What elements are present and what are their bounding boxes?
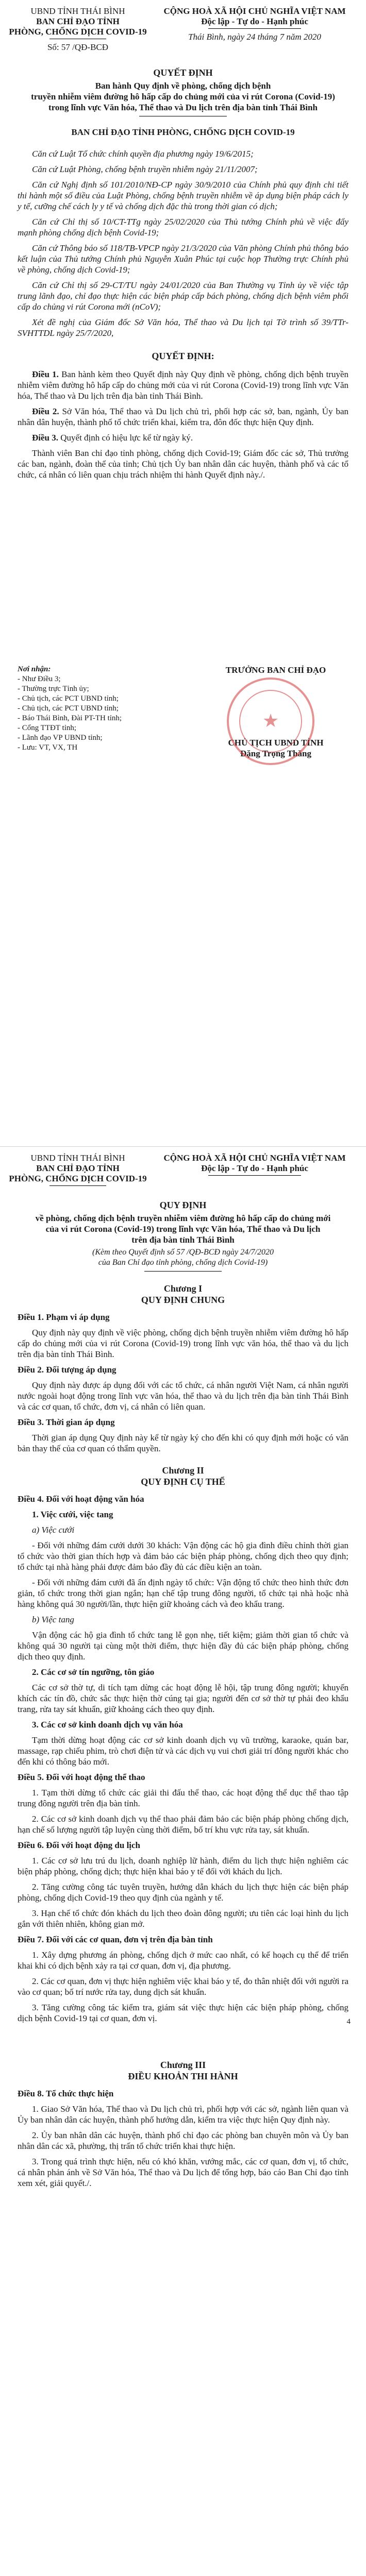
agency-parent: UBND TỈNH THÁI BÌNH — [30, 1153, 125, 1163]
article-heading: Điều 8. Tổ chức thực hiện — [18, 2089, 114, 2098]
article-text: Quyết định có hiệu lực kể từ ngày ký. — [60, 433, 193, 443]
recipient: - Lãnh đạo VP UBND tỉnh; — [18, 734, 103, 742]
recipient: - Thường trực Tỉnh ủy; — [18, 685, 89, 693]
clause-text: 3. Tăng cường công tác kiểm tra, giám sát việc thực hiện các biện pháp phòng, chống dịch bệnh Covid-19 tại cơ quan, đơn vị. — [18, 2003, 348, 2023]
decides-heading: QUYẾT ĐỊNH: — [152, 351, 214, 361]
chapter-2-name: QUY ĐỊNH CỤ THỂ — [141, 1477, 225, 1487]
chapter-3-content — [0, 2088, 366, 2189]
signer-name: Đặng Trọng Thăng — [240, 749, 311, 758]
article-heading: Điều 1. Phạm vi áp dụng — [18, 1312, 110, 1322]
article-text: Thành viên Ban chỉ đạo tỉnh phòng, chống dịch Covid-19; Giám đốc các sở, Thủ trưởng các ban, ngành, đoàn thể của tỉnh; Chủ tịch Ủy ban nhân dân các huyện, thành phố và các tổ chức, cá nhân có liên quan chịu trách nhiệm thi hành Quyết định này./. — [18, 448, 348, 480]
agency-name-2: PHÒNG, CHỐNG DỊCH COVID-19 — [9, 1174, 147, 1183]
article — [18, 406, 348, 428]
article-heading: Điều 4. Đối với hoạt động văn hóa — [18, 1494, 144, 1504]
article-label: Điều 3. — [32, 433, 58, 443]
document-title: QUYẾT ĐỊNH — [153, 67, 213, 78]
clause-text: 2. Tăng cường công tác tuyên truyền, hướng dẫn khách du lịch thực hiện các biện pháp phòng, chống dịch Covid-19 theo quy định của ngành y tế. — [18, 1882, 348, 1903]
regulation-title: QUY ĐỊNH — [159, 1200, 207, 1210]
national-motto-block — [152, 6, 358, 53]
chapter-1-name: QUY ĐỊNH CHUNG — [141, 1295, 225, 1305]
motto: Độc lập - Tự do - Hạnh phúc — [201, 1163, 308, 1173]
article-label: Điều 1. — [32, 369, 59, 379]
place-date: Thái Bình, ngày 24 tháng 7 năm 2020 — [188, 32, 321, 42]
clause-heading: 1. Việc cưới, việc tang — [32, 1510, 113, 1519]
subtitle-line: Ban hành Quy định về phòng, chống dịch bệnh — [95, 81, 271, 91]
article-text: Quy định này quy định về việc phòng, chống dịch bệnh truyền nhiễm viêm đường hô hấp cấp do chủng mới của vi rút Corona (Covid-19) trong lĩnh vực văn hóa, thể thao và du lịch trên địa bàn tỉnh Thái Bình. — [18, 1328, 348, 1359]
legal-basis: Căn cứ Chỉ thị số 29-CT/TU ngày 24/01/2020 của Ban Thường vụ Tỉnh ủy về việc tập trung lãnh đạo, chỉ đạo thực hiện các biện pháp cấp bách phòng, chống dịch bệnh viêm phổi cấp do chủng vi rút Corona mới (nCoV); — [18, 280, 348, 312]
signer-role: CHỦ TỊCH UBND TỈNH — [228, 738, 324, 748]
clause-text: 3. Trong quá trình thực hiện, nếu có khó khăn, vướng mắc, các cơ quan, đơn vị, tổ chức, cá nhân phản ánh về Sở Văn hóa, Thể thao và Du lịch để tổng hợp, báo cáo Ban Chỉ đạo tỉnh xem xét, giải quyết./. — [18, 2157, 348, 2188]
document-header — [0, 1147, 366, 1186]
agency-name: BAN CHỈ ĐẠO TỈNH — [36, 1163, 120, 1173]
point-heading: b) Việc tang — [32, 1615, 74, 1624]
attached-note — [0, 1247, 366, 1268]
attached-line: (Kèm theo Quyết định số 57 /QĐ-BCĐ ngày 24/7/2020 — [92, 1248, 274, 1257]
agency-name: BAN CHỈ ĐẠO TỈNH — [36, 16, 120, 26]
divider — [49, 1185, 106, 1186]
recipients-title: Nơi nhận: — [18, 665, 51, 673]
clause-heading: 2. Các cơ sở tín ngưỡng, tôn giáo — [32, 1667, 155, 1677]
nation-title: CỘNG HOÀ XÃ HỘI CHỦ NGHĨA VIỆT NAM — [163, 1153, 346, 1163]
legal-basis: Xét đề nghị của Giám đốc Sở Văn hóa, Thể thao và Du lịch tại Tờ trình số 39/TTr-SVHTTDL ngày 25/7/2020, — [18, 317, 348, 338]
clause-heading: 3. Các cơ sở kinh doanh dịch vụ văn hóa — [32, 1720, 183, 1730]
attached-line: của Ban Chỉ đạo tỉnh phòng, chống dịch Covid-19) — [98, 1258, 268, 1267]
article-heading: Điều 5. Đối với hoạt động thể thao — [18, 1772, 145, 1782]
subtitle-line: của vi rút Corona (Covid-19) trong lĩnh vực Văn hóa, Thể thao và Du lịch — [45, 1224, 321, 1234]
point-heading: a) Việc cưới — [32, 1525, 75, 1535]
issuing-agency-block — [8, 1153, 147, 1186]
article-text: Quy định này được áp dụng đối với các tổ chức, cá nhân người Việt Nam, cá nhân người nước ngoài hoạt động trong lĩnh vực văn hóa, thể thao và du lịch trên địa bàn tỉnh Thái Bình và các cơ quan, tổ chức, đơn vị, cá nhân có liên quan. — [18, 1380, 348, 1412]
document-number: Số: 57 /QĐ-BCĐ — [47, 42, 109, 52]
article-text: Ban hành kèm theo Quyết định này Quy định về phòng, chống dịch bệnh truyền nhiễm viêm đường hô hấp cấp do chủng mới của vi rút Corona (Covid-19) trong lĩnh vực Văn hóa, Thể thao và Du lịch trên địa bàn tỉnh Thái Bình. — [18, 369, 349, 401]
article-heading: Điều 7. Đối với các cơ quan, đơn vị trên địa bàn tỉnh — [18, 1935, 213, 1944]
clause-text: - Đối với những đám cưới đã ấn định ngày tổ chức: Vận động tổ chức theo hình thức đơn giản, tổ chức trong thời gian ngắn; hạn chế tập trung đông người, tổ chức tại nhà hoặc nhà hàng không quá 30 người/lần, thực hiện giữ khoảng cách và đeo khẩu trang. — [18, 1578, 348, 1609]
subtitle-line: trong lĩnh vực Văn hóa, Thể thao và Du lịch trên địa bàn tỉnh Thái Bình — [48, 103, 318, 112]
chapter-2: Chương II — [162, 1465, 204, 1476]
article-heading: Điều 6. Đối với hoạt động du lịch — [18, 1840, 141, 1850]
page-2 — [0, 1146, 366, 2576]
nation-title: CỘNG HOÀ XÃ HỘI CHỦ NGHĨA VIỆT NAM — [163, 6, 346, 16]
clause-text: Vận động các hộ gia đình tổ chức tang lễ gọn nhẹ, tiết kiệm; giảm thời gian tổ chức và không quá 30 người tại cùng một thời điểm, thực hiện đầy đủ các biện pháp phòng, chống dịch theo quy định. — [18, 1630, 348, 1662]
clause-text: 1. Xây dựng phương án phòng, chống dịch ở mức cao nhất, có kế hoạch cụ thể để triển khai khi có dịch bệnh xảy ra tại cơ quan, đơn vị, địa phương. — [18, 1950, 348, 1971]
article — [18, 432, 348, 443]
recipient: - Chủ tịch, các PCT UBND tỉnh; — [18, 694, 119, 703]
clause-text: 1. Tạm thời dừng tổ chức các giải thi đấu thể thao, các hoạt động thể dục thể thao tập trung đông người trên địa bàn tỉnh. — [18, 1788, 348, 1808]
recipient: - Báo Thái Bình, Đài PT-TH tỉnh; — [18, 714, 122, 722]
recipient: - Chủ tịch, các PCT UBND tỉnh; — [18, 704, 119, 713]
recipient: - Cổng TTĐT tỉnh; — [18, 724, 77, 732]
articles — [0, 369, 366, 480]
issuing-agency-block — [8, 6, 147, 53]
national-motto-block — [152, 1153, 358, 1186]
divider — [208, 28, 301, 29]
clause-text: Tạm thời dừng hoạt động các cơ sở kinh doanh dịch vụ vũ trường, karaoke, quán bar, massage, rạp chiếu phim, trò chơi điện tử và các dịch vụ vui chơi giải trí đông người khác cho đến khi có thông báo mới. — [18, 1735, 348, 1767]
clause-text: Các cơ sở thờ tự, di tích tạm dừng các hoạt động lễ hội, tập trung đông người; khuyến khích các tín đồ, chức sắc thực hiện thờ cúng tại gia; người đến cơ sở thờ tự phải đeo khẩu trang, rửa tay sát khuẩn, giữ khoảng cách theo quy định. — [18, 1683, 348, 1714]
clause-text: 2. Các cơ quan, đơn vị thực hiện nghiêm việc khai báo y tế, đo thân nhiệt đối với người ra vào cơ quan; bố trí nước rửa tay, dung dịch sát khuẩn. — [18, 1976, 348, 1997]
issuer-title: BAN CHỈ ĐẠO TỈNH PHÒNG, CHỐNG DỊCH COVID-19 — [71, 127, 295, 137]
article — [18, 369, 348, 401]
article-text: Thời gian áp dụng Quy định này kể từ ngày ký cho đến khi có quy định mới hoặc có văn bản thay thế của cơ quan có thẩm quyền. — [18, 1433, 348, 1453]
subtitle-line: về phòng, chống dịch bệnh truyền nhiễm viêm đường hô hấp cấp do chủng mới — [35, 1213, 331, 1223]
regulation-subtitle — [0, 1213, 366, 1245]
article-heading: Điều 3. Thời gian áp dụng — [18, 1417, 115, 1427]
recipients-block — [18, 665, 122, 753]
star-icon: ★ — [262, 710, 279, 731]
agency-name-2: PHÒNG, CHỐNG DỊCH COVID-19 — [9, 27, 147, 37]
article — [18, 448, 348, 480]
signer-title: TRƯỞNG BAN CHỈ ĐẠO — [225, 665, 326, 675]
legal-basis: Căn cứ Luật Phòng, chống bệnh truyền nhiễm ngày 21/11/2007; — [32, 164, 258, 174]
document-subtitle — [0, 80, 366, 113]
clause-text: 1. Các cơ sở lưu trú du lịch, doanh nghiệp lữ hành, điểm du lịch thực hiện nghiêm các biện pháp phòng, chống dịch; thực hiện khai báo y tế đối với khách du lịch. — [18, 1856, 348, 1876]
clause-text: 3. Hạn chế tổ chức đón khách du lịch theo đoàn đông người; ưu tiên các loại hình du lịch gắn với thiên nhiên, không gian mở. — [18, 1908, 348, 1929]
article-heading: Điều 2. Đối tượng áp dụng — [18, 1365, 117, 1375]
legal-bases — [0, 148, 366, 338]
clause-text: 2. Các cơ sở kinh doanh dịch vụ thể thao phải đảm bảo các biện pháp phòng chống dịch, hạn chế số lượng người tập luyện cùng thời điểm, bố trí khu vực rửa tay, sát khuẩn. — [18, 1814, 348, 1835]
chapter-3: Chương III — [160, 2060, 206, 2070]
page-number: 4 — [346, 2018, 351, 2026]
agency-parent: UBND TỈNH THÁI BÌNH — [30, 6, 125, 16]
legal-basis: Căn cứ Luật Tổ chức chính quyền địa phương ngày 19/6/2015; — [32, 149, 254, 159]
page-1 — [0, 0, 366, 1146]
article-text: Sở Văn hóa, Thể thao và Du lịch chủ trì, phối hợp các sở, ban, ngành, Ủy ban nhân dân huyện, thành phố tổ chức triển khai, kiểm tra, đôn đốc thực hiện Quy định. — [18, 406, 349, 427]
chapter-1: Chương I — [163, 1283, 203, 1294]
legal-basis: Căn cứ Chỉ thị số 10/CT-TTg ngày 25/02/2020 của Thủ tướng Chính phủ về việc đẩy mạnh phòng chống dịch bệnh Covid-19; — [18, 217, 348, 238]
article-label: Điều 2. — [32, 406, 59, 416]
official-stamp — [227, 677, 314, 765]
clause-text: 2. Ủy ban nhân dân các huyện, thành phố chỉ đạo các phòng ban chuyên môn và Ủy ban nhân dân các xã, phường, thị trấn tổ chức triển khai thực hiện. — [18, 2130, 348, 2151]
chapter-2-content — [0, 1494, 366, 2024]
chapter-3-name: ĐIỀU KHOẢN THI HÀNH — [128, 2071, 238, 2081]
document-header — [0, 0, 366, 53]
clause-text: 1. Giao Sở Văn hóa, Thể thao và Du lịch chủ trì, phối hợp với các sở, ngành liên quan và Ủy ban nhân dân các huyện, thành phố hướng dẫn, kiểm tra việc thực hiện Quy định này. — [18, 2104, 348, 2125]
legal-basis: Căn cứ Nghị định số 101/2010/NĐ-CP ngày 30/9/2010 của Chính phủ quy định chi tiết thi hành một số điều của Luật Phòng, chống bệnh truyền nhiễm về áp dụng biện pháp cách ly y tế, cưỡng chế cách ly y tế và chống dịch đặc thù trong thời gian có dịch; — [18, 180, 348, 211]
recipient: - Như Điều 3; — [18, 675, 61, 683]
subtitle-line: truyền nhiễm viêm đường hô hấp cấp do chủng mới của vi rút Corona (Covid-19) — [31, 92, 335, 101]
divider — [208, 1175, 301, 1176]
clause-text: - Đối với những đám cưới dưới 30 khách: Vận động các hộ gia đình điều chỉnh thời gian tổ chức vào thời gian thích hợp và đảm bảo các biện pháp phòng, chống dịch theo quy định; tổ chức tại nhà hàng phải được đảm bảo đầy đủ các điều kiện an toàn. — [18, 1540, 348, 1572]
subtitle-line: trên địa bàn tỉnh Thái Bình — [131, 1235, 235, 1245]
chapter-1-content — [0, 1312, 366, 1454]
motto: Độc lập - Tự do - Hạnh phúc — [201, 16, 308, 26]
legal-basis: Căn cứ Thông báo số 118/TB-VPCP ngày 21/3/2020 của Văn phòng Chính phủ thông báo kết luận của Thủ tướng Chính phủ Nguyễn Xuân Phúc tại cuộc họp Thường trực Chính phủ về phòng, chống dịch Covid-19; — [18, 243, 348, 275]
recipient: - Lưu: VT, VX, TH — [18, 743, 78, 752]
